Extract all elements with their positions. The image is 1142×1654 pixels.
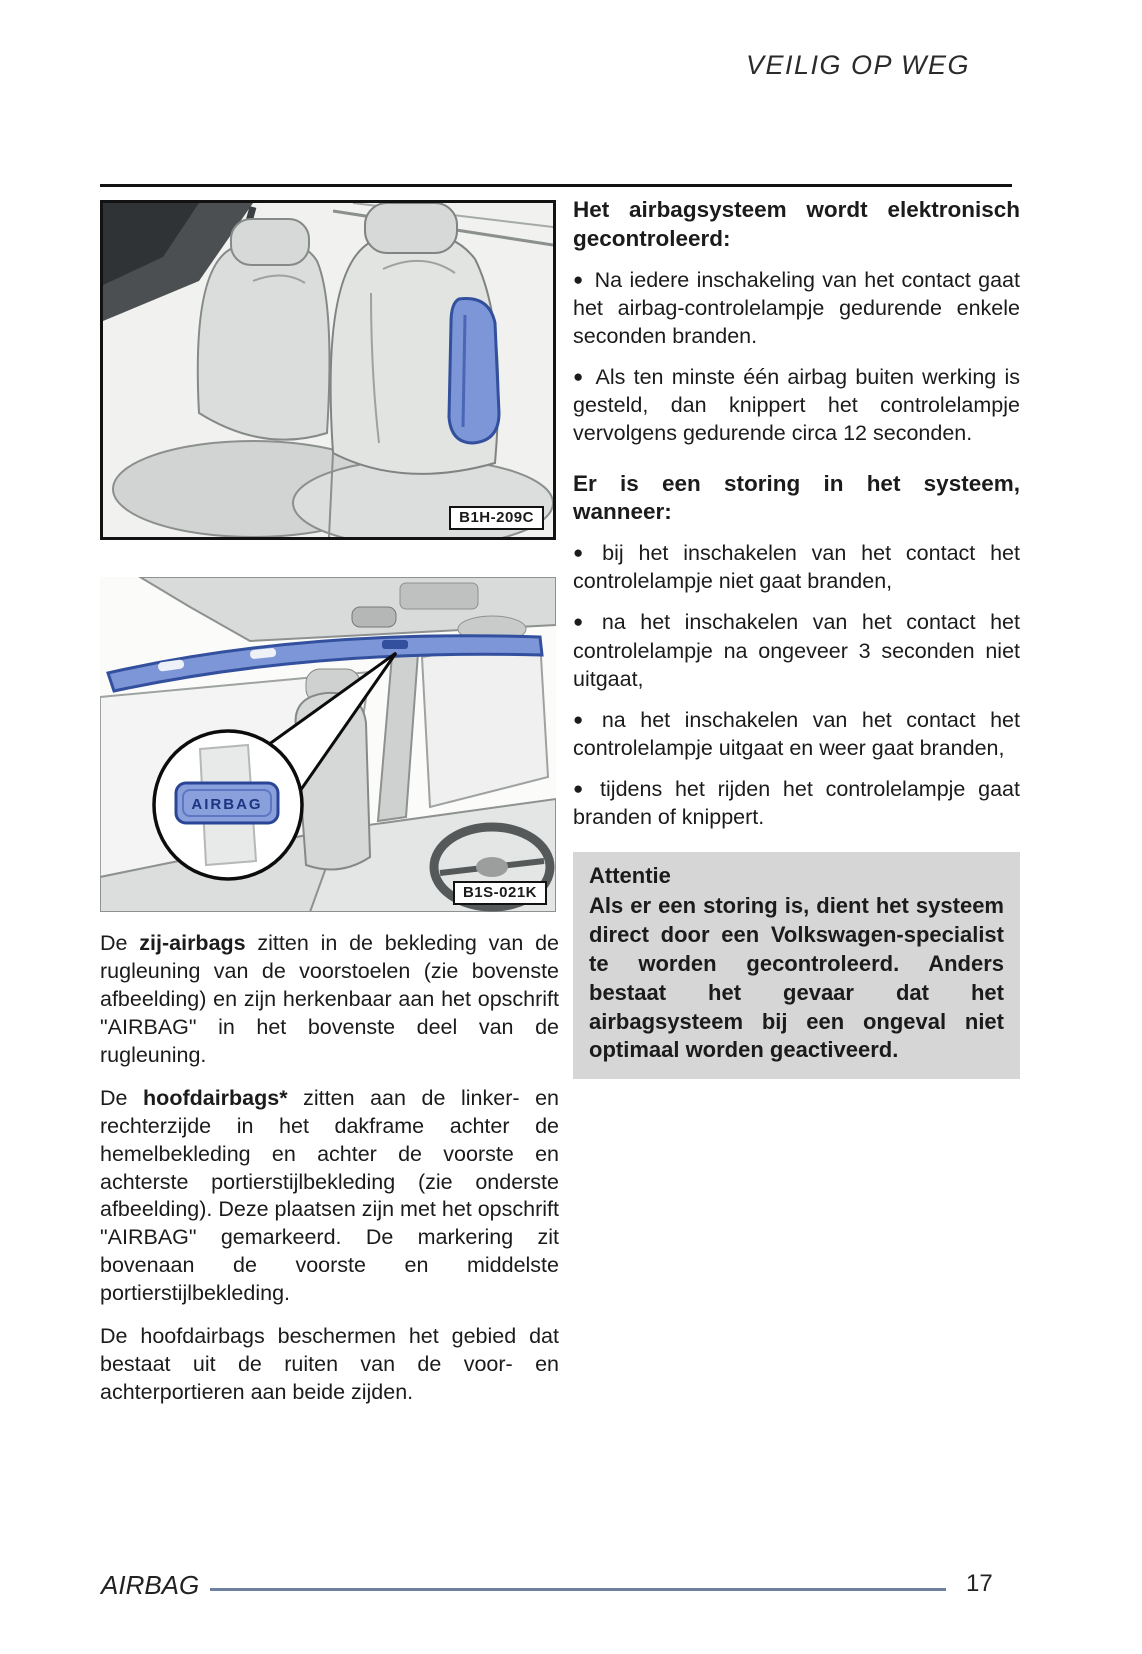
heading-system-check: Het airbagsysteem wordt elektronisch gecontroleerd: xyxy=(573,197,1020,251)
head-airbag-illustration xyxy=(100,577,556,912)
attention-title: Attentie xyxy=(589,862,671,888)
heading-malfunction: Er is een storing in het systeem, wanneer: xyxy=(573,470,1020,525)
bullet-item xyxy=(573,363,1020,447)
top-divider xyxy=(100,184,1012,187)
bullet-item xyxy=(573,706,1020,762)
airbag-badge-text: AIRBAG xyxy=(191,796,263,813)
figure-head-airbag xyxy=(100,577,556,912)
bullet-icon: ● xyxy=(573,543,593,563)
side-airbag-module-shape xyxy=(449,299,499,444)
bullet-text: bij het inschakelen van het contact het controlelampje niet gaat branden, xyxy=(573,541,1020,594)
airbag-marker-shape xyxy=(382,640,408,649)
paragraph-text: De xyxy=(100,931,140,955)
bold-term: zij-airbags xyxy=(139,931,246,955)
side-airbag-illustration xyxy=(103,203,553,537)
bullet-text: na het inschakelen van het contact het controlelampje na ongeveer 3 seconden niet uitgaat, xyxy=(573,610,1020,691)
attention-body: Als er een storing is, dient het systeem direct door een Volkswagen-specialist te worden gecontroleerd. Anders bestaat het gevaar dat het airbagsysteem bij een ongeval niet optimaal worden geactiveerd. xyxy=(589,893,1004,1063)
bullet-item xyxy=(573,775,1020,831)
bullet-item xyxy=(573,539,1020,595)
attention-box xyxy=(573,852,1020,1080)
bullet-icon: ● xyxy=(573,709,592,729)
page-number: 17 xyxy=(966,1570,993,1597)
driver-seatback-shape xyxy=(198,241,330,439)
paragraph-text: zitten aan de linker- en rechterzijde in het dakframe achter de hemelbekleding en achter de voorste en achterste portierstijlbekleding (zie onderste afbeelding). Deze plaatsen zijn met het opschrift "AIRBAG" gemarkeerd. De markering zit bovenaan de voorste en middelste portierstijlbekleding. xyxy=(100,1085,559,1306)
figure-code-label: B1H-209C xyxy=(449,506,544,530)
paragraph-text: zitten in de bekleding van de rugleuning van de voorstoelen (zie bovenste afbeelding) en zijn herkenbaar aan het opschrift "AIRBAG" in het bovenste deel van de rugleuning. xyxy=(100,931,559,1067)
bullet-icon: ● xyxy=(573,612,592,632)
door-window-shape xyxy=(422,639,548,807)
bullet-item xyxy=(573,266,1020,350)
figure-side-airbag xyxy=(100,200,556,540)
driver-headrest-shape xyxy=(231,219,309,265)
bullet-icon: ● xyxy=(573,269,585,289)
rearview-mirror-shape xyxy=(352,607,396,627)
paragraph-head-airbags xyxy=(100,1085,559,1309)
bold-term: hoofdairbags* xyxy=(143,1085,288,1110)
overhead-console-shape xyxy=(400,583,478,609)
paragraph-protection: De hoofdairbags beschermen het gebied dat bestaat uit de ruiten van de voor- en achterportieren aan beide zijden. xyxy=(100,1324,559,1405)
footer-section-label: AIRBAG xyxy=(101,1570,200,1600)
figure-code-label: B1S-021K xyxy=(453,881,547,905)
left-text-column xyxy=(100,930,559,1422)
paragraph-side-airbags xyxy=(100,930,559,1070)
passenger-headrest-shape xyxy=(365,203,457,253)
bullet-icon: ● xyxy=(573,779,591,799)
bullet-text: Als ten minste één airbag buiten werking is gesteld, dan knippert het controlelampje vervolgens gedurende circa 12 seconden. xyxy=(573,365,1020,446)
bullet-item xyxy=(573,608,1020,692)
bullet-text: Na iedere inschakeling van het contact gaat het airbag-controlelampje gedurende enkele seconden branden. xyxy=(573,267,1020,348)
bullet-text: na het inschakelen van het contact het controlelampje uitgaat en weer gaat branden, xyxy=(573,707,1020,761)
footer-divider xyxy=(210,1588,946,1591)
bullet-icon: ● xyxy=(573,367,586,387)
bullet-text: tijdens het rijden het controlelampje gaat branden of knippert. xyxy=(573,777,1020,830)
right-text-column xyxy=(573,196,1020,1079)
page-header: VEILIG OP WEG xyxy=(745,50,970,80)
paragraph-text: De xyxy=(100,1085,144,1110)
